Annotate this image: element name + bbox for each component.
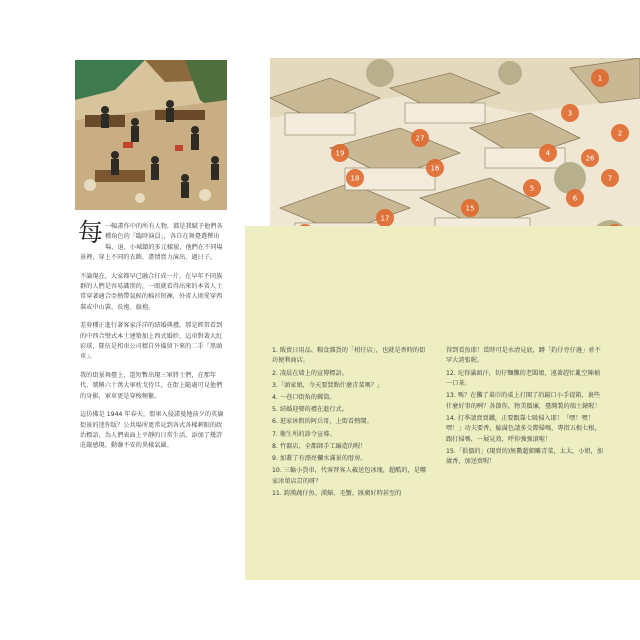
map-marker-6: [566, 189, 584, 207]
map-marker-label: 17: [380, 214, 390, 223]
legend-item: 1. 販賣日用品、糧食雜貨的「柑仔店」，也就是香時的街坊便利商店。: [272, 347, 426, 365]
article-text: [78, 218, 228, 460]
map-marker-label: 2: [617, 129, 623, 138]
legend-item: 6. 逛家休假的阿兵哥，上街看熱鬧。: [272, 418, 373, 426]
legend-item: 11. 鈞漢蔬仔魚、漢鰆、毛蟹，匯廣好時甚至的: [272, 489, 402, 497]
article-paragraph-2: 不論現在，大家都早已融合打成一片，在早年不同族群的人們是容易識別的，一眼就看得出來的本省人士常穿著適合亞熱帶氣候的棉衫短褲，外省人則愛穿西裝或中山裝、長袍、旗袍。: [80, 272, 223, 311]
map-marker-1: [591, 69, 609, 87]
map-marker-label: 19: [335, 149, 345, 158]
map-marker-17: [376, 209, 394, 227]
map-marker-19: [331, 144, 349, 162]
map-marker-15: [461, 199, 479, 217]
legend-column-1: [272, 346, 430, 501]
legend-item: 12. 坨得滿頭汗，切仔麵攤的老闆娘，遠著趕忙亂空陳桶一口茶。: [446, 369, 601, 388]
market-scene-illustration: [75, 60, 227, 210]
legend-item: 5. 結婚迎娶的禮在進行式。: [272, 406, 348, 414]
map-marker-label: 16: [430, 164, 440, 173]
map-marker-4: [539, 144, 557, 162]
map-marker-7: [601, 169, 619, 187]
legend-item: 4. 一巷口街角的郵筒。: [272, 394, 336, 402]
legend-item: 9. 加蓋了有漂亮欄水滿景的厝房。: [272, 455, 367, 463]
map-marker-label: 26: [585, 154, 595, 163]
map-marker-18: [346, 169, 364, 187]
map-marker-label: 7: [607, 174, 613, 183]
map-marker-5: [523, 179, 541, 197]
article-paragraph-3: 差券種正進行著客家洋洋的結婚典禮，那是經常看到的中西合璧式本土建築加上西式婚紗，這車對著大紅彩球，隊伍是租車公司精自外備留下來的二手「黑頭車」。: [80, 322, 223, 361]
map-marker-label: 3: [567, 109, 573, 118]
legend-item: 得到看魚耶！當時可是水清見底，蹲「釣仔旁仔邊」並不罕大誇張喔。: [446, 347, 601, 365]
map-marker-label: 27: [415, 134, 425, 143]
map-marker-2: [611, 124, 629, 142]
map-marker-27: [411, 129, 429, 147]
article-paragraph-5: 這仿佛是 1944 年春天，盟軍入侵諾曼地前夕的英倫街景的迷你版？公共場所更常見到各式各樣刺眼的政治標語，為人們表面上平靜的日常生活，添加了幾許莊嚴感現、動盪不安的異樣氣圍。: [80, 411, 224, 450]
map-marker-label: 6: [572, 194, 578, 203]
legend-item: 7. 衛生所的診令宣導。: [272, 430, 336, 438]
map-marker-label: 4: [545, 149, 551, 158]
legend-item: 13. 嗎？在攤了桌巾的桌上打開了的鏡口小手提箱，裏些什麼好事的咧？各節你，物美價廉，臺灣製的瑞士錶喔！: [446, 392, 601, 410]
legend-column-2: [446, 346, 606, 469]
map-marker-3: [561, 104, 579, 122]
legend-item: 3.「頭家娘，今天要買點什麼青菜嗎？」: [272, 381, 384, 389]
legend-item: 10. 三輪小貨車，代客替客人載送包冰塊，超酷的，是哪家冰菓店訂的呀？: [272, 467, 427, 485]
legend-item: 15.「俱價的」(現賣的)無數超細雕青菜，太太，小姐，加歲香，加送賣喔！: [446, 447, 603, 466]
map-marker-16: [426, 159, 444, 177]
legend-item: 14. 打季請賣賣鐵，正要跟靠七吸掃入耶！「嘿！嘿！嘿！」功夫要香，僱滿色請多交際掃嗎，專指五根七根，跟打掃嗎，一展見效，呼你強強滾啦！: [446, 414, 601, 443]
article-paragraph-4: 我的街景舞臺上，還短暫出現三軍將士們，在那年代，號稱六十萬大軍枕戈待旦，在街上隨處可見他們的身影，軍車更是穿梭頻繁。: [80, 371, 223, 400]
map-marker-label: 1: [597, 74, 603, 83]
legend-item: 8. 竹器店，全都師手工編造的喔！: [272, 442, 367, 450]
article-paragraph-1: 每一幅畫作中的所有人物，都是我賦予他們各種角色的「臨時演員」，各自在舞臺選擇出場、退、小城鎮的多元樣貌，他們在不同場景裡，穿上不同的衣飾，盡情賣力演出、過日子。: [78, 218, 223, 262]
map-marker-label: 18: [350, 174, 360, 183]
legend-item: 2. 凌晨在墻上的宣傳標語。: [272, 369, 348, 377]
drop-cap: 每: [78, 218, 104, 247]
map-marker-label: 15: [465, 204, 475, 213]
map-marker-label: 5: [529, 184, 535, 193]
map-marker-26: [581, 149, 599, 167]
